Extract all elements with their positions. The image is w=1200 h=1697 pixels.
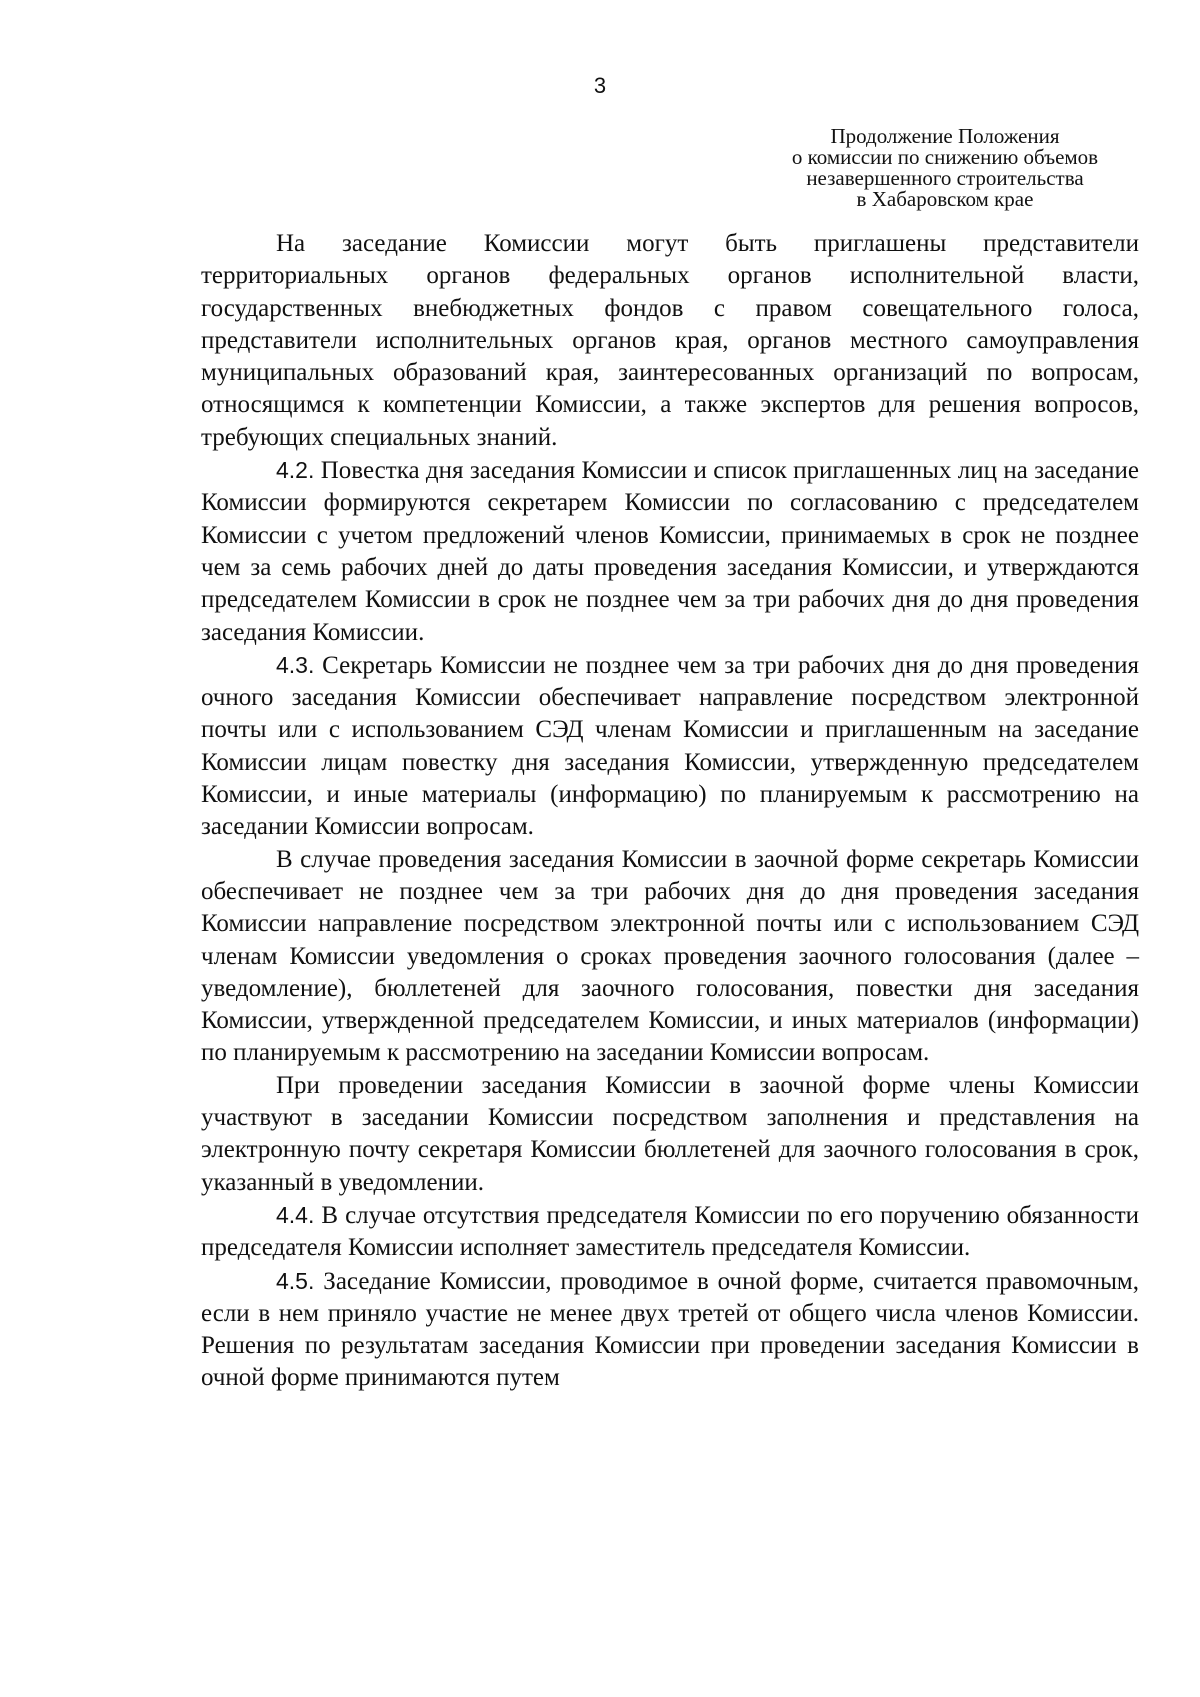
header-line-4: в Хабаровском крае: [856, 187, 1034, 211]
header-line-1: Продолжение Положения: [830, 124, 1060, 148]
paragraph-4-2: [201, 454, 1139, 649]
paragraph-absentee-notice: [201, 844, 1139, 1070]
paragraph-text: Секретарь Комиссии не позднее чем за три рабочих дня до дня проведения очного заседания Комиссии обеспечивает направление посредством электронной почты или с использованием СЭД членам Комиссии и приглашенным на заседание Комиссии лицам повестку дня заседания Комиссии, утвержденную председателем Комиссии, и иные материалы (информацию) по планируемым к рассмотрению на заседании Комиссии вопросам.: [201, 651, 1140, 841]
paragraph-invitees: [201, 228, 1139, 454]
header-line-3: незавершенного строительства: [806, 166, 1084, 190]
document-body: [201, 228, 1139, 1395]
paragraph-text: Повестка дня заседания Комиссии и список приглашенных лиц на заседание Комиссии формируются секретарем Комиссии по согласованию с председателем Комиссии с учетом предложений членов Комиссии, принимаемых в срок не позднее чем за семь рабочих дней до даты проведения заседания Комиссии, и утверждаются председателем Комиссии в срок не позднее чем за три рабочих дня до дня проведения заседания Комиссии.: [201, 457, 1140, 646]
paragraph-absentee-voting: [201, 1070, 1139, 1199]
continuation-header: [780, 126, 1110, 210]
paragraph-number: 4.3.: [276, 651, 315, 678]
paragraph-4-4: [201, 1199, 1139, 1265]
paragraph-number: 4.2.: [276, 457, 315, 484]
paragraph-text: При проведении заседания Комиссии в заочной форме члены Комиссии участвуют в заседании Комиссии посредством заполнения и представления на электронную почту секретаря Комиссии бюллетеней для заочного голосования в срок, указанный в уведомлении.: [201, 1071, 1139, 1196]
paragraph-number: 4.5.: [276, 1267, 315, 1294]
page-number: 3: [593, 73, 607, 98]
paragraph-text: Заседание Комиссии, проводимое в очной форме, считается правомочным, если в нем приняло участие не менее двух третей от общего числа членов Комиссии. Решения по результатам заседания Комиссии при проведении заседания Комиссии в очной форме принимаются путем: [201, 1267, 1140, 1392]
header-line-2: о комиссии по снижению объемов: [791, 145, 1099, 169]
paragraph-text: На заседание Комиссии могут быть приглашены представители территориальных органов федеральных органов исполнительной власти, государственных внебюджетных фондов с правом совещательного голоса, представители исполнительных органов края, органов местного самоуправления муниципальных образований края, заинтересованных организаций по вопросам, относящимся к компетенции Комиссии, а также экспертов для решения вопросов, требующих специальных знаний.: [201, 230, 1139, 451]
paragraph-number: 4.4.: [276, 1201, 315, 1228]
paragraph-4-5: [201, 1265, 1139, 1395]
paragraph-4-3: [201, 649, 1139, 844]
paragraph-text: В случае отсутствия председателя Комиссии по его поручению обязанности председателя Комиссии исполняет заместитель председателя Комиссии.: [201, 1201, 1139, 1262]
paragraph-text: В случае проведения заседания Комиссии в заочной форме секретарь Комиссии обеспечивает не позднее чем за три рабочих дня до дня проведения заседания Комиссии направление посредством электронной почты или с использованием СЭД членам Комиссии уведомления о сроках проведения заочного голосования (далее – уведомление), бюллетеней для заочного голосования, повестки дня заседания Комиссии, утвержденной председателем Комиссии, и иных материалов (информации) по планируемым к рассмотрению на заседании Комиссии вопросам.: [201, 845, 1139, 1067]
